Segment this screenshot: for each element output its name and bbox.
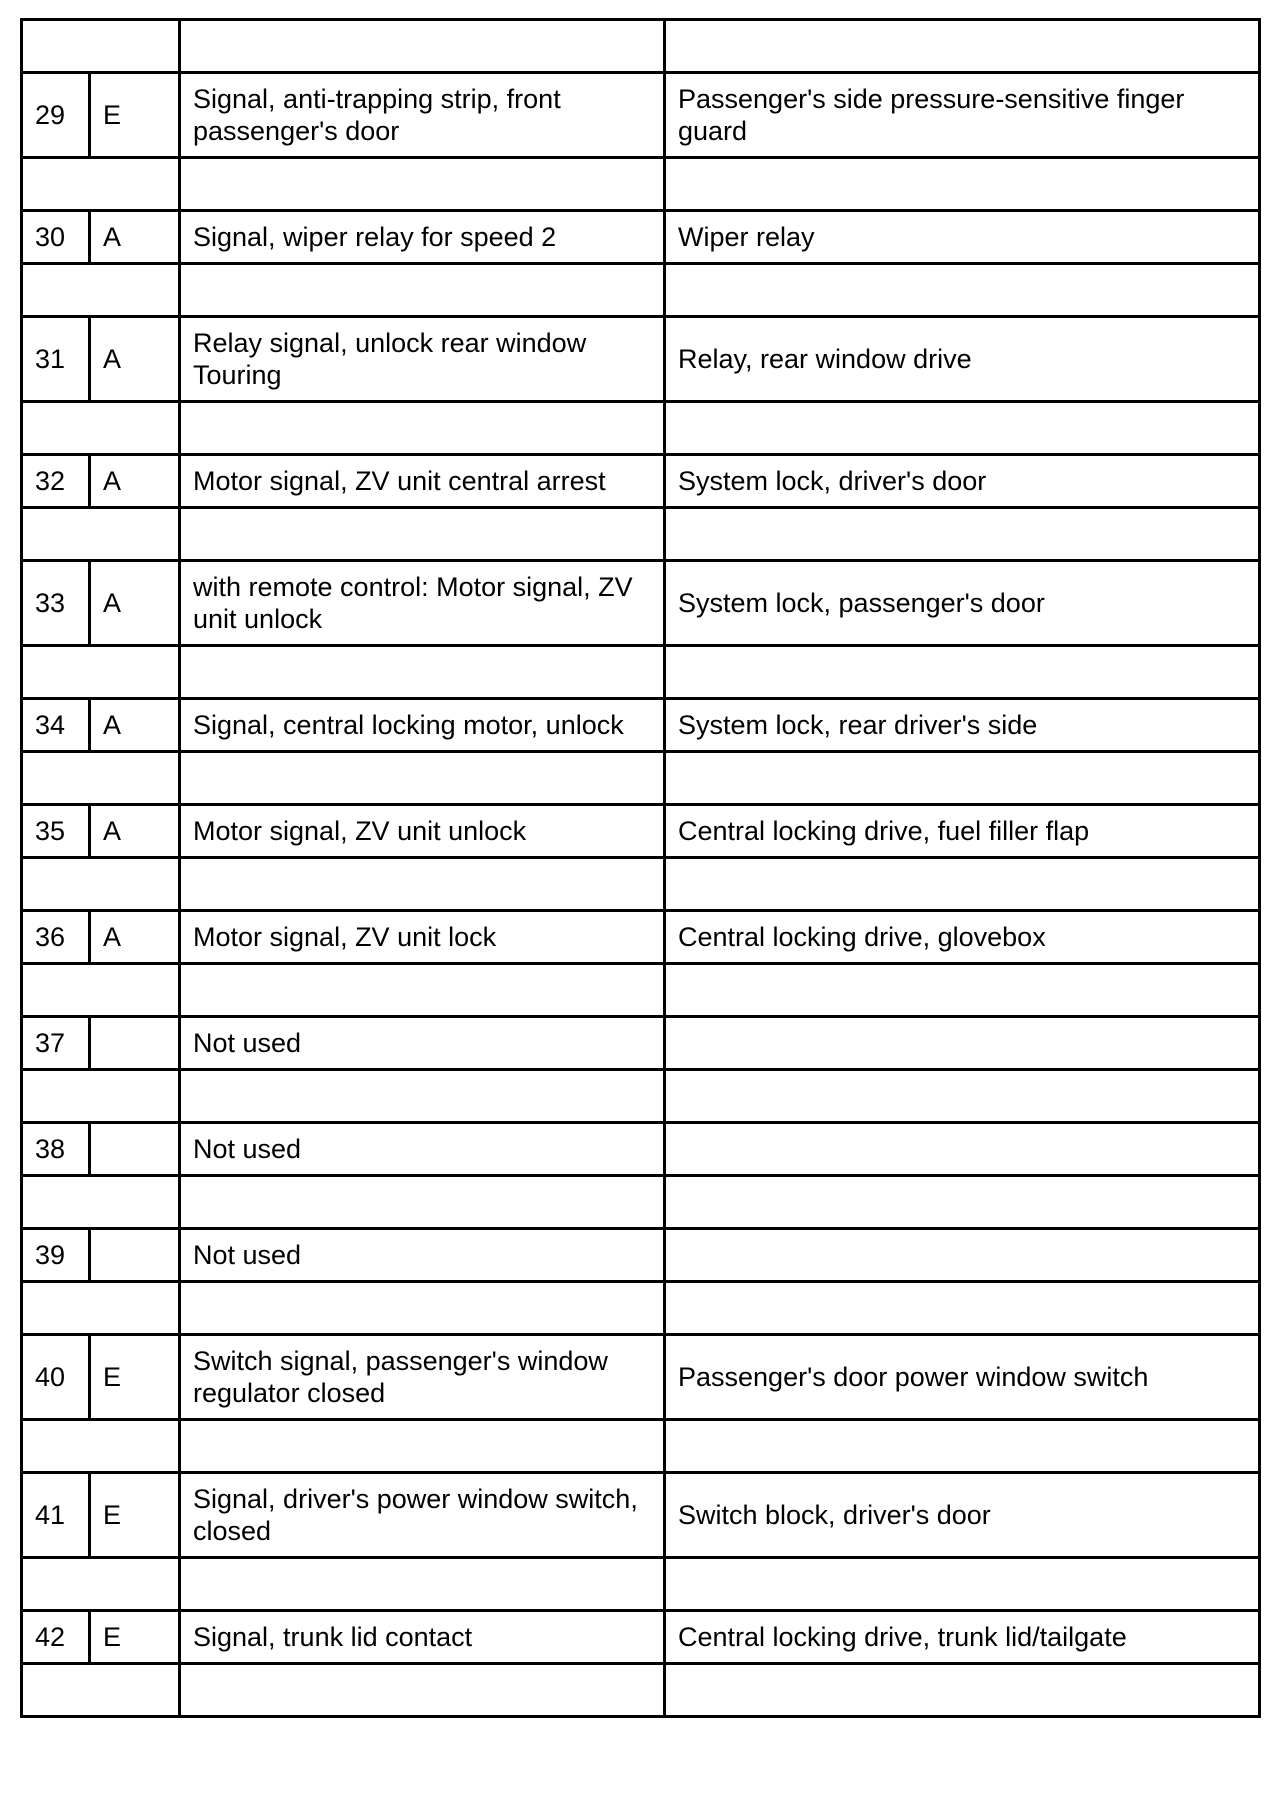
signal-type: A xyxy=(90,561,180,646)
spacer-cell-description xyxy=(180,964,665,1017)
spacer-cell-description xyxy=(180,402,665,455)
pin-number: 42 xyxy=(22,1611,90,1664)
table-row xyxy=(22,211,1260,264)
pin-number: 31 xyxy=(22,317,90,402)
spacer-row xyxy=(22,1176,1260,1229)
spacer-row xyxy=(22,964,1260,1017)
signal-description: Motor signal, ZV unit unlock xyxy=(180,805,665,858)
spacer-row xyxy=(22,264,1260,317)
component-name: Passenger's door power window switch xyxy=(665,1335,1260,1420)
component-name: Central locking drive, glovebox xyxy=(665,911,1260,964)
spacer-cell-component xyxy=(665,264,1260,317)
pin-number: 34 xyxy=(22,699,90,752)
pin-number: 30 xyxy=(22,211,90,264)
spacer-cell-pin xyxy=(22,964,180,1017)
signal-type: E xyxy=(90,1473,180,1558)
pin-number: 37 xyxy=(22,1017,90,1070)
signal-description: Signal, trunk lid contact xyxy=(180,1611,665,1664)
spacer-cell-pin xyxy=(22,508,180,561)
component-name xyxy=(665,1017,1260,1070)
table-row xyxy=(22,1123,1260,1176)
table-row xyxy=(22,1473,1260,1558)
pin-number: 36 xyxy=(22,911,90,964)
spacer-cell-component xyxy=(665,20,1260,73)
signal-type: A xyxy=(90,699,180,752)
table-row xyxy=(22,317,1260,402)
table-row xyxy=(22,805,1260,858)
spacer-cell-description xyxy=(180,1176,665,1229)
signal-type: E xyxy=(90,73,180,158)
component-name: Central locking drive, trunk lid/tailgate xyxy=(665,1611,1260,1664)
spacer-cell-component xyxy=(665,508,1260,561)
signal-type: E xyxy=(90,1611,180,1664)
signal-description: Signal, anti-trapping strip, front passenger's door xyxy=(180,73,665,158)
spacer-cell-component xyxy=(665,1070,1260,1123)
spacer-cell-component xyxy=(665,1282,1260,1335)
spacer-row xyxy=(22,508,1260,561)
spacer-cell-description xyxy=(180,1282,665,1335)
spacer-cell-pin xyxy=(22,752,180,805)
signal-type xyxy=(90,1229,180,1282)
signal-type: A xyxy=(90,455,180,508)
signal-description: Motor signal, ZV unit central arrest xyxy=(180,455,665,508)
spacer-cell-pin xyxy=(22,1420,180,1473)
pin-number: 38 xyxy=(22,1123,90,1176)
spacer-row xyxy=(22,158,1260,211)
component-name: Central locking drive, fuel filler flap xyxy=(665,805,1260,858)
spacer-row xyxy=(22,646,1260,699)
spacer-cell-component xyxy=(665,646,1260,699)
spacer-row xyxy=(22,1282,1260,1335)
table-row xyxy=(22,1229,1260,1282)
spacer-cell-pin xyxy=(22,158,180,211)
spacer-cell-pin xyxy=(22,264,180,317)
table-row xyxy=(22,699,1260,752)
signal-description: Relay signal, unlock rear window Touring xyxy=(180,317,665,402)
spacer-cell-pin xyxy=(22,1282,180,1335)
spacer-cell-component xyxy=(665,1176,1260,1229)
table-row xyxy=(22,911,1260,964)
signal-description: Signal, driver's power window switch, closed xyxy=(180,1473,665,1558)
spacer-cell-description xyxy=(180,20,665,73)
signal-description: Not used xyxy=(180,1229,665,1282)
signal-description: Switch signal, passenger's window regulator closed xyxy=(180,1335,665,1420)
component-name: Switch block, driver's door xyxy=(665,1473,1260,1558)
spacer-cell-description xyxy=(180,1664,665,1717)
spacer-row xyxy=(22,1420,1260,1473)
spacer-cell-pin xyxy=(22,402,180,455)
signal-description: Not used xyxy=(180,1123,665,1176)
spacer-cell-pin xyxy=(22,646,180,699)
signal-type xyxy=(90,1017,180,1070)
pin-number: 39 xyxy=(22,1229,90,1282)
signal-type: A xyxy=(90,317,180,402)
signal-type xyxy=(90,1123,180,1176)
component-name: System lock, driver's door xyxy=(665,455,1260,508)
spacer-row xyxy=(22,1664,1260,1717)
spacer-cell-description xyxy=(180,858,665,911)
component-name: Wiper relay xyxy=(665,211,1260,264)
pin-number: 40 xyxy=(22,1335,90,1420)
pin-number: 29 xyxy=(22,73,90,158)
spacer-cell-description xyxy=(180,1070,665,1123)
pin-number: 35 xyxy=(22,805,90,858)
signal-description: Signal, central locking motor, unlock xyxy=(180,699,665,752)
spacer-cell-component xyxy=(665,964,1260,1017)
component-name: Passenger's side pressure-sensitive finger guard xyxy=(665,73,1260,158)
spacer-row xyxy=(22,20,1260,73)
table-row xyxy=(22,561,1260,646)
spacer-cell-description xyxy=(180,646,665,699)
spacer-cell-pin xyxy=(22,1558,180,1611)
signal-type: A xyxy=(90,911,180,964)
pin-number: 32 xyxy=(22,455,90,508)
component-name xyxy=(665,1123,1260,1176)
signal-type: A xyxy=(90,805,180,858)
table-row xyxy=(22,1611,1260,1664)
spacer-cell-pin xyxy=(22,1664,180,1717)
spacer-row xyxy=(22,1070,1260,1123)
table-row xyxy=(22,1335,1260,1420)
pin-number: 41 xyxy=(22,1473,90,1558)
signal-type: A xyxy=(90,211,180,264)
component-name: System lock, passenger's door xyxy=(665,561,1260,646)
spacer-cell-pin xyxy=(22,858,180,911)
spacer-row xyxy=(22,1558,1260,1611)
spacer-cell-description xyxy=(180,1558,665,1611)
spacer-cell-description xyxy=(180,508,665,561)
spacer-cell-component xyxy=(665,752,1260,805)
spacer-row xyxy=(22,858,1260,911)
signal-description: Motor signal, ZV unit lock xyxy=(180,911,665,964)
table-row xyxy=(22,73,1260,158)
component-name xyxy=(665,1229,1260,1282)
signal-description: Signal, wiper relay for speed 2 xyxy=(180,211,665,264)
spacer-row xyxy=(22,402,1260,455)
spacer-cell-component xyxy=(665,1558,1260,1611)
component-name: System lock, rear driver's side xyxy=(665,699,1260,752)
spacer-cell-description xyxy=(180,1420,665,1473)
spacer-cell-component xyxy=(665,858,1260,911)
spacer-cell-pin xyxy=(22,20,180,73)
spacer-row xyxy=(22,752,1260,805)
table-row xyxy=(22,455,1260,508)
pin-number: 33 xyxy=(22,561,90,646)
spacer-cell-component xyxy=(665,1664,1260,1717)
spacer-cell-description xyxy=(180,264,665,317)
spacer-cell-component xyxy=(665,402,1260,455)
pin-assignment-table xyxy=(20,18,1261,1718)
spacer-cell-pin xyxy=(22,1176,180,1229)
signal-type: E xyxy=(90,1335,180,1420)
spacer-cell-description xyxy=(180,158,665,211)
signal-description: with remote control: Motor signal, ZV unit unlock xyxy=(180,561,665,646)
signal-description: Not used xyxy=(180,1017,665,1070)
spacer-cell-component xyxy=(665,1420,1260,1473)
table-row xyxy=(22,1017,1260,1070)
component-name: Relay, rear window drive xyxy=(665,317,1260,402)
spacer-cell-pin xyxy=(22,1070,180,1123)
spacer-cell-description xyxy=(180,752,665,805)
spacer-cell-component xyxy=(665,158,1260,211)
